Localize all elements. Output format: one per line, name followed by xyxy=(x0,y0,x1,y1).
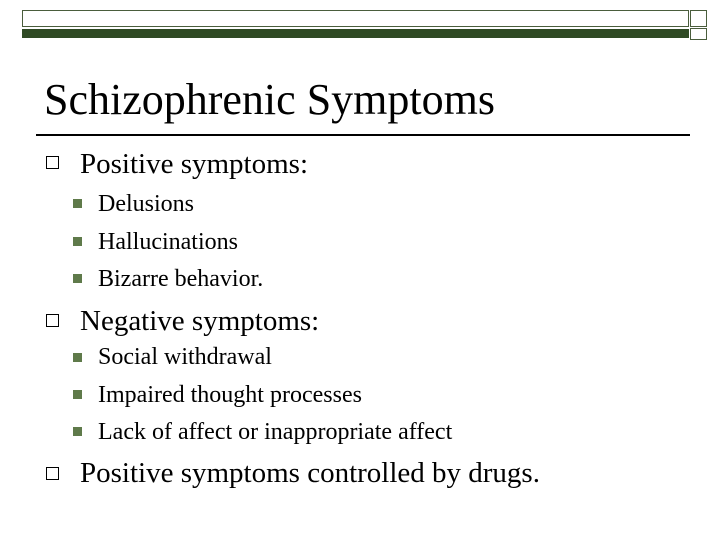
title-underline xyxy=(36,134,690,136)
header-decoration-outline-bar xyxy=(22,10,689,27)
sub-bullet-lack-of-affect: Lack of affect or inappropriate affect xyxy=(98,419,453,445)
slide-title: Schizophrenic Symptoms xyxy=(44,75,495,124)
hollow-square-bullet-icon xyxy=(46,467,59,480)
header-decoration-square-top xyxy=(690,10,707,27)
bullet-negative-symptoms: Negative symptoms: xyxy=(80,305,320,337)
bullet-positive-symptoms: Positive symptoms: xyxy=(80,148,309,180)
filled-square-bullet-icon xyxy=(73,274,82,283)
header-decoration-square-bottom xyxy=(690,28,707,40)
bullet-controlled-by-drugs: Positive symptoms controlled by drugs. xyxy=(80,457,540,489)
filled-square-bullet-icon xyxy=(73,237,82,246)
sub-bullet-social-withdrawal: Social withdrawal xyxy=(98,344,272,370)
filled-square-bullet-icon xyxy=(73,390,82,399)
filled-square-bullet-icon xyxy=(73,427,82,436)
hollow-square-bullet-icon xyxy=(46,156,59,169)
sub-bullet-bizarre-behavior: Bizarre behavior. xyxy=(98,266,264,292)
sub-bullet-hallucinations: Hallucinations xyxy=(98,229,238,255)
sub-bullet-impaired-thought: Impaired thought processes xyxy=(98,382,362,408)
sub-bullet-delusions: Delusions xyxy=(98,191,194,217)
filled-square-bullet-icon xyxy=(73,199,82,208)
filled-square-bullet-icon xyxy=(73,353,82,362)
header-decoration-solid-bar xyxy=(22,29,689,38)
hollow-square-bullet-icon xyxy=(46,314,59,327)
